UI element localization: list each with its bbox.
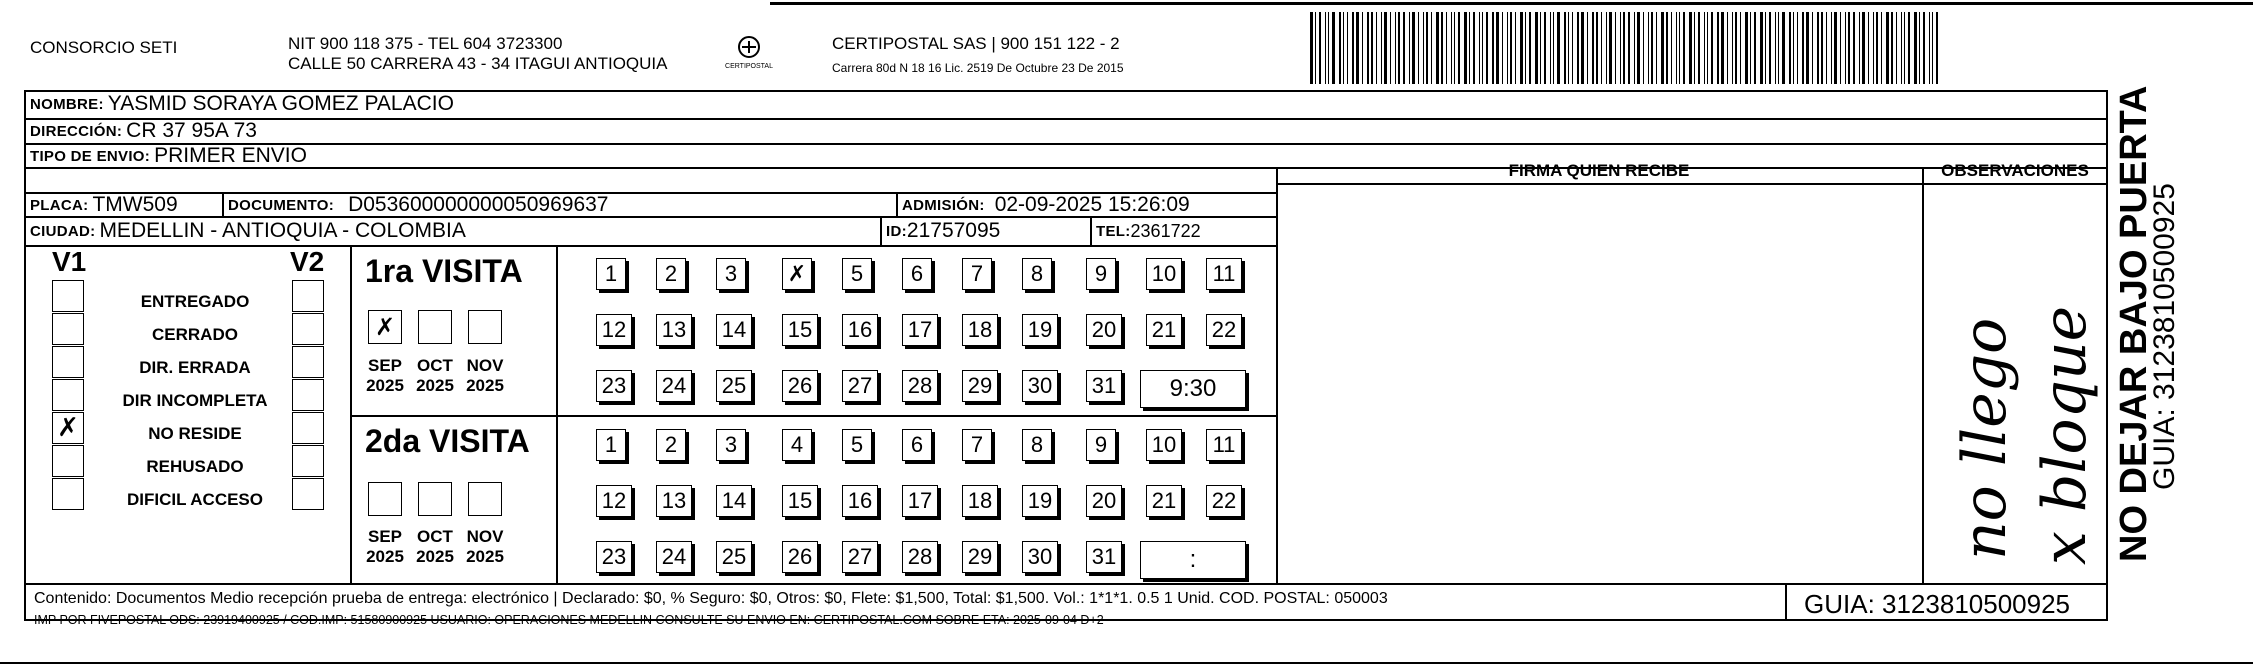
placa-label: PLACA:: [30, 196, 89, 214]
barcode-bar: [1840, 12, 1841, 84]
barcode-bar: [1409, 12, 1410, 84]
reason-label: NO RESIDE: [148, 424, 242, 443]
barcode-bar: [1572, 12, 1573, 84]
month-label: OCT 2025: [416, 356, 454, 395]
barcode-bar: [1908, 12, 1910, 84]
admision-field: [902, 193, 1190, 217]
day-box[interactable]: 5: [842, 258, 872, 290]
day-box[interactable]: 25: [716, 370, 752, 402]
barcode-bar: [1929, 12, 1930, 84]
v2-checkbox[interactable]: [292, 379, 324, 411]
tipo-envio-label: TIPO DE ENVIO:: [30, 147, 151, 165]
day-box[interactable]: 8: [1022, 429, 1052, 461]
day-box[interactable]: 27: [842, 370, 878, 402]
id-value: 21757095: [906, 219, 1001, 242]
reason-label: CERRADO: [152, 325, 238, 344]
barcode-bar: [1412, 12, 1415, 84]
barcode-bar: [1609, 12, 1612, 84]
barcode-bar: [1817, 12, 1819, 84]
barcode-bar: [1689, 12, 1692, 84]
month-label: SEP 2025: [366, 527, 404, 566]
barcode-bar: [1426, 12, 1428, 84]
barcode-bar: [1661, 12, 1664, 84]
barcode-bar: [1628, 12, 1630, 84]
day-box[interactable]: 21: [1146, 485, 1182, 517]
barcode-bar: [1492, 12, 1494, 84]
barcode-bar: [1535, 12, 1538, 84]
nombre-value: YASMID SORAYA GOMEZ PALACIO: [107, 92, 454, 115]
tel-value: 2361722: [1130, 220, 1201, 241]
barcode-bar: [1717, 12, 1719, 84]
barcode-bar: [1797, 12, 1798, 84]
barcode-bar: [1789, 12, 1791, 84]
barcode-bar: [1550, 12, 1551, 84]
observaciones-header: OBSERVACIONES: [1941, 161, 2089, 180]
barcode-bar: [1347, 12, 1348, 84]
barcode-bar: [1676, 12, 1677, 84]
day-box[interactable]: 13: [656, 314, 692, 346]
barcode: [1310, 12, 1942, 84]
barcode-bar: [1568, 12, 1569, 84]
day-box[interactable]: 3: [716, 429, 746, 461]
day-box[interactable]: 7: [962, 258, 992, 290]
nit-line: NIT 900 118 375 - TEL 604 3723300: [288, 34, 563, 53]
barcode-bar: [1812, 12, 1813, 84]
id-field: [886, 217, 1000, 245]
barcode-bar: [1596, 12, 1598, 84]
day-box[interactable]: 15: [782, 314, 818, 346]
day-box[interactable]: 13: [656, 485, 692, 517]
day-box[interactable]: 8: [1022, 258, 1052, 290]
day-box[interactable]: 12: [596, 485, 632, 517]
v2-checkbox[interactable]: [292, 445, 324, 477]
barcode-bar: [1454, 12, 1455, 84]
barcode-bar: [1873, 12, 1874, 84]
v1-checkbox[interactable]: [52, 379, 84, 411]
nombre-label: NOMBRE:: [30, 95, 104, 113]
tipo-envio-field: [30, 144, 307, 168]
barcode-bar: [1553, 12, 1554, 84]
observacion-line-2: x bloque: [2030, 305, 2100, 565]
visit-time-box[interactable]: :: [1140, 541, 1246, 579]
month-checkbox[interactable]: ✗: [368, 310, 402, 344]
barcode-bar: [1384, 12, 1387, 84]
day-box[interactable]: 19: [1022, 485, 1058, 517]
footer-content: Contenido: Documentos Medio recepción prueba de entrega: electrónico | Declarado: $0, % Seguro: $0, Otros: $0, Flete: $1,500, Total: $1,500. Vol.: 1*1*1. 0.5 1 Unid. COD. POSTAL: 050003: [34, 590, 1388, 607]
barcode-bar: [1436, 12, 1439, 84]
barcode-bar: [1441, 12, 1443, 84]
day-box[interactable]: 30: [1022, 370, 1058, 402]
barcode-bar: [1727, 12, 1728, 84]
barcode-bar: [1356, 12, 1359, 84]
month-checkbox[interactable]: [468, 310, 502, 344]
v1-checkbox[interactable]: [52, 445, 84, 477]
day-box[interactable]: 6: [902, 258, 932, 290]
day-box[interactable]: 12: [596, 314, 632, 346]
month-checkbox[interactable]: [418, 482, 452, 516]
barcode-bar: [1325, 12, 1326, 84]
barcode-bar: [1806, 12, 1809, 84]
admision-value: 02-09-2025 15:26:09: [994, 193, 1190, 216]
barcode-bar: [1362, 12, 1363, 84]
day-box[interactable]: 31: [1086, 541, 1122, 573]
first-visit-title: 1ra VISITA: [365, 253, 523, 289]
barcode-bar: [1735, 12, 1737, 84]
barcode-bar: [1848, 12, 1850, 84]
barcode-bar: [1381, 12, 1382, 84]
barcode-bar: [1793, 12, 1794, 84]
day-box[interactable]: 11: [1206, 429, 1242, 461]
day-box[interactable]: 31: [1086, 370, 1122, 402]
direccion-label: DIRECCIÓN:: [30, 122, 123, 140]
day-box[interactable]: ✗: [782, 258, 812, 290]
certipostal-address: Carrera 80d N 18 16 Lic. 2519 De Octubre 23 De 2015: [832, 61, 1124, 75]
barcode-bar: [1891, 12, 1893, 84]
barcode-bar: [1651, 12, 1653, 84]
v2-checkbox[interactable]: [292, 412, 324, 444]
barcode-bar: [1615, 12, 1616, 84]
barcode-bar: [1371, 12, 1373, 84]
day-box[interactable]: 4: [782, 429, 812, 461]
barcode-bar: [1671, 12, 1672, 84]
barcode-bar: [1458, 12, 1460, 84]
v1-checkbox[interactable]: [52, 313, 84, 345]
day-box[interactable]: 5: [842, 429, 872, 461]
day-box[interactable]: 18: [962, 485, 998, 517]
day-box[interactable]: 10: [1146, 429, 1182, 461]
ciudad-field: [30, 217, 466, 245]
id-label: ID:: [886, 222, 907, 240]
day-box[interactable]: 26: [782, 370, 818, 402]
barcode-bar: [1919, 12, 1920, 84]
reason-label: DIR. ERRADA: [139, 358, 251, 377]
barcode-bar: [1557, 12, 1560, 84]
day-box[interactable]: 20: [1086, 314, 1122, 346]
visit-time-box[interactable]: 9:30: [1140, 370, 1246, 408]
barcode-bar: [1876, 12, 1878, 84]
day-box[interactable]: 7: [962, 429, 992, 461]
barcode-bar: [1319, 12, 1321, 84]
day-box[interactable]: 22: [1206, 314, 1242, 346]
barcode-bar: [1826, 12, 1827, 84]
certipostal-logo: [725, 34, 773, 72]
day-box[interactable]: 2: [656, 258, 686, 290]
barcode-bar: [1923, 12, 1925, 84]
barcode-bar: [1529, 12, 1531, 84]
barcode-bar: [1656, 12, 1657, 84]
barcode-bar: [1398, 12, 1400, 84]
day-box[interactable]: 17: [902, 485, 938, 517]
ciudad-value: MEDELLIN - ANTIOQUIA - COLOMBIA: [99, 219, 466, 242]
day-box[interactable]: 1: [596, 429, 626, 461]
barcode-bar: [1403, 12, 1405, 84]
barcode-bar: [1496, 12, 1499, 84]
day-box[interactable]: 28: [902, 370, 938, 402]
day-box[interactable]: 24: [656, 541, 692, 573]
day-box[interactable]: 6: [902, 429, 932, 461]
barcode-bar: [1390, 12, 1391, 84]
day-box[interactable]: 20: [1086, 485, 1122, 517]
day-box[interactable]: 3: [716, 258, 746, 290]
barcode-bar: [1510, 12, 1512, 84]
barcode-bar: [1339, 12, 1341, 84]
logo-text: CERTIPOSTAL: [725, 63, 773, 70]
documento-field: [228, 193, 609, 217]
barcode-bar: [1859, 12, 1860, 84]
v1-checkbox[interactable]: [52, 280, 84, 312]
barcode-bar: [1623, 12, 1625, 84]
day-box[interactable]: 22: [1206, 485, 1242, 517]
v2-checkbox[interactable]: [292, 478, 324, 510]
day-box[interactable]: 30: [1022, 541, 1058, 573]
barcode-bar: [1502, 12, 1503, 84]
barcode-bar: [1564, 12, 1566, 84]
v1-checkbox[interactable]: [52, 478, 84, 510]
barcode-bar: [1732, 12, 1733, 84]
observacion-line-1: no llego: [1950, 317, 2020, 560]
barcode-bar: [1520, 12, 1523, 84]
barcode-bar: [1765, 12, 1766, 84]
barcode-bar: [1376, 12, 1377, 84]
day-box[interactable]: 19: [1022, 314, 1058, 346]
barcode-bar: [1782, 12, 1785, 84]
barcode-bar: [1332, 12, 1335, 84]
barcode-bar: [1698, 12, 1700, 84]
barcode-bar: [1587, 12, 1588, 84]
certipostal-line: CERTIPOSTAL SAS | 900 151 122 - 2: [832, 34, 1120, 53]
company-address: CALLE 50 CARRERA 43 - 34 ITAGUI ANTIOQUIA: [288, 54, 668, 73]
barcode-bar: [1740, 12, 1741, 84]
month-checkbox[interactable]: [368, 482, 402, 516]
month-checkbox[interactable]: [418, 310, 452, 344]
tipo-envio-value: PRIMER ENVIO: [154, 144, 307, 167]
barcode-bar: [1601, 12, 1602, 84]
barcode-bar: [1853, 12, 1855, 84]
barcode-bar: [1666, 12, 1668, 84]
barcode-bar: [1469, 12, 1470, 84]
v1-checkbox[interactable]: [52, 346, 84, 378]
barcode-bar: [1862, 12, 1865, 84]
barcode-bar: [1648, 12, 1649, 84]
barcode-bar: [1901, 12, 1902, 84]
barcode-bar: [1637, 12, 1640, 84]
barcode-bar: [1769, 12, 1771, 84]
barcode-bar: [1451, 12, 1452, 84]
day-box[interactable]: 14: [716, 485, 752, 517]
barcode-bar: [1778, 12, 1779, 84]
barcode-bar: [1515, 12, 1516, 84]
v1-header: V1: [52, 246, 87, 277]
barcode-bar: [1482, 12, 1483, 84]
day-box[interactable]: 29: [962, 541, 998, 573]
v2-checkbox[interactable]: [292, 280, 324, 312]
barcode-bar: [1679, 12, 1680, 84]
documento-value: D053600000000050969637: [348, 193, 609, 216]
tel-field: [1096, 217, 1201, 245]
no-dejar-bajo-puerta: NO DEJAR BAJO PUERTA: [2113, 85, 2155, 562]
month-checkbox[interactable]: [468, 482, 502, 516]
barcode-bar: [1431, 12, 1432, 84]
reason-label: DIFICIL ACCESO: [126, 490, 263, 509]
day-box[interactable]: 14: [716, 314, 752, 346]
barcode-bar: [1418, 12, 1419, 84]
direccion-value: CR 37 95A 73: [126, 119, 257, 142]
barcode-bar: [1525, 12, 1526, 84]
second-visit-title: 2da VISITA: [365, 423, 530, 459]
day-box[interactable]: 23: [596, 541, 632, 573]
guia-number: GUIA: 3123810500925: [1804, 589, 2070, 619]
documento-label: DOCUMENTO:: [228, 196, 335, 214]
month-label: SEP 2025: [366, 356, 404, 395]
barcode-bar: [1881, 12, 1882, 84]
barcode-bar: [1750, 12, 1751, 84]
barcode-bar: [1745, 12, 1748, 84]
admision-label: ADMISIÓN:: [902, 196, 985, 214]
day-box[interactable]: 23: [596, 370, 632, 402]
day-box[interactable]: 16: [842, 314, 878, 346]
day-box[interactable]: 10: [1146, 258, 1182, 290]
day-box[interactable]: 11: [1206, 258, 1242, 290]
barcode-bar: [1802, 12, 1804, 84]
direccion-field: [30, 119, 257, 143]
day-box[interactable]: 24: [656, 370, 692, 402]
barcode-bar: [1721, 12, 1724, 84]
barcode-bar: [1896, 12, 1897, 84]
day-box[interactable]: 25: [716, 541, 752, 573]
barcode-bar: [1423, 12, 1424, 84]
barcode-bar: [1904, 12, 1905, 84]
barcode-bar: [1328, 12, 1329, 84]
barcode-bar: [1352, 12, 1354, 84]
barcode-bar: [1683, 12, 1685, 84]
barcode-bar: [1577, 12, 1579, 84]
barcode-bar: [1581, 12, 1584, 84]
v1-checkbox[interactable]: ✗: [52, 412, 84, 444]
company-name: CONSORCIO SETI: [30, 38, 178, 57]
barcode-bar: [1473, 12, 1475, 84]
barcode-bar: [1834, 12, 1837, 84]
barcode-bar: [1343, 12, 1344, 84]
barcode-bar: [1606, 12, 1607, 84]
barcode-bar: [1634, 12, 1635, 84]
reason-label: DIR INCOMPLETA: [122, 391, 268, 410]
barcode-bar: [1310, 12, 1313, 84]
barcode-bar: [1464, 12, 1467, 84]
v2-header: V2: [290, 246, 325, 277]
day-box[interactable]: 28: [902, 541, 938, 573]
tel-label: TEL:: [1096, 222, 1131, 240]
barcode-bar: [1754, 12, 1756, 84]
day-box[interactable]: 26: [782, 541, 818, 573]
v2-checkbox[interactable]: [292, 346, 324, 378]
barcode-bar: [1694, 12, 1695, 84]
ciudad-label: CIUDAD:: [30, 222, 96, 240]
barcode-bar: [1831, 12, 1832, 84]
barcode-bar: [1886, 12, 1889, 84]
v2-checkbox[interactable]: [292, 313, 324, 345]
barcode-bar: [1592, 12, 1594, 84]
barcode-bar: [1643, 12, 1644, 84]
barcode-bar: [1620, 12, 1621, 84]
barcode-bar: [1486, 12, 1488, 84]
barcode-bar: [1367, 12, 1369, 84]
footer-print-info: IMP POR FIVEPOSTAL ODS: 23919400925 / COD.IMP: 51580900925 USUARIO: OPERACIONES MEDELLIN CONSULTE SU ENVIO EN: CERTIPOSTAL.COM SOBRE ETA: 2025-09-04 D+2: [34, 613, 1104, 627]
day-box[interactable]: 16: [842, 485, 878, 517]
side-guia-number: GUIA: 3123810500925: [2148, 183, 2181, 490]
barcode-bar: [1446, 12, 1447, 84]
day-box[interactable]: 29: [962, 370, 998, 402]
placa-field: [30, 193, 178, 217]
barcode-bar: [1507, 12, 1508, 84]
barcode-bar: [1711, 12, 1713, 84]
day-box[interactable]: 1: [596, 258, 626, 290]
reason-label: REHUSADO: [146, 457, 244, 476]
month-label: NOV 2025: [466, 527, 504, 566]
barcode-bar: [1544, 12, 1546, 84]
barcode-bar: [1395, 12, 1396, 84]
barcode-bar: [1936, 12, 1938, 84]
barcode-bar: [1707, 12, 1708, 84]
month-label: NOV 2025: [466, 356, 504, 395]
barcode-bar: [1704, 12, 1705, 84]
day-box[interactable]: 2: [656, 429, 686, 461]
day-box[interactable]: 27: [842, 541, 878, 573]
day-box[interactable]: 15: [782, 485, 818, 517]
day-box[interactable]: 21: [1146, 314, 1182, 346]
month-label: OCT 2025: [416, 527, 454, 566]
barcode-bar: [1540, 12, 1541, 84]
barcode-bar: [1821, 12, 1823, 84]
barcode-bar: [1315, 12, 1316, 84]
day-box[interactable]: 17: [902, 314, 938, 346]
barcode-bar: [1868, 12, 1869, 84]
placa-value: TMW509: [92, 193, 178, 216]
day-box[interactable]: 9: [1086, 429, 1116, 461]
barcode-bar: [1845, 12, 1846, 84]
nombre-field: [30, 90, 454, 118]
barcode-bar: [1479, 12, 1480, 84]
barcode-bar: [1775, 12, 1776, 84]
barcode-bar: [1932, 12, 1933, 84]
barcode-bar: [1914, 12, 1917, 84]
barcode-bar: [1760, 12, 1763, 84]
firma-header: FIRMA QUIEN RECIBE: [1508, 161, 1690, 180]
reason-label: ENTREGADO: [140, 292, 250, 311]
day-box[interactable]: 9: [1086, 258, 1116, 290]
day-box[interactable]: 18: [962, 314, 998, 346]
